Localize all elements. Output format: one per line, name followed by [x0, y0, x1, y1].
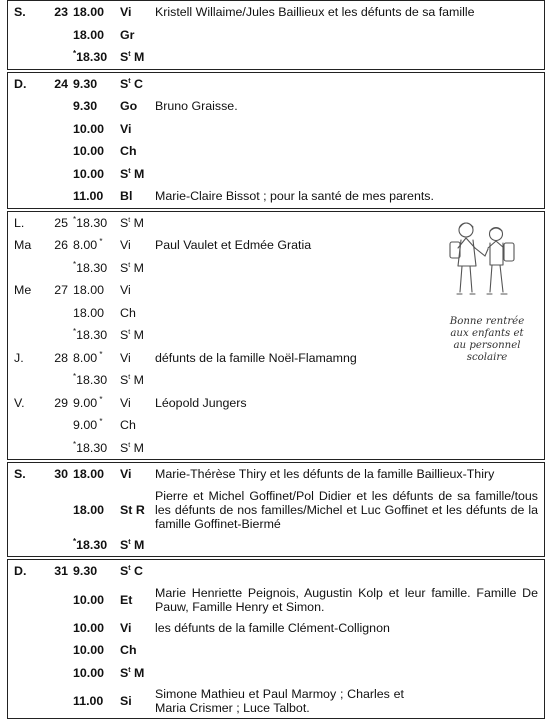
- day-number: 23: [54, 5, 68, 20]
- church-code: [120, 261, 155, 275]
- schedule-row: [8, 369, 544, 392]
- mass-time: [73, 167, 120, 181]
- day-number: 30: [54, 467, 68, 482]
- church-code: [120, 643, 155, 657]
- children-with-backpacks-icon: [432, 218, 542, 314]
- time-value: 18.30: [76, 537, 108, 552]
- asterisk-mark: *: [97, 237, 103, 247]
- mass-time: [73, 643, 120, 657]
- mass-time: [73, 593, 120, 607]
- schedule-row: [8, 639, 544, 662]
- church-code-text: Ch: [120, 305, 136, 320]
- asterisk-mark: *: [73, 214, 77, 224]
- mass-time: [73, 306, 120, 320]
- mass-time: [73, 28, 120, 42]
- church-code-text: S: [120, 373, 129, 388]
- church-code: [120, 351, 155, 365]
- mass-time: [73, 122, 120, 136]
- schedule-row: [8, 486, 544, 534]
- church-code-text: Vi: [120, 121, 132, 136]
- asterisk-mark: *: [73, 49, 77, 59]
- day-abbrev: Me: [14, 283, 32, 298]
- church-code: [120, 621, 155, 635]
- church-code-text: Vi: [120, 350, 131, 365]
- church-code-text: Vi: [120, 283, 131, 298]
- church-code: [120, 503, 155, 517]
- time-value: 18.30: [76, 215, 108, 230]
- caption-line: au personnel scolaire: [453, 340, 521, 363]
- schedule-section-sun24: [7, 72, 545, 209]
- church-code-text: M: [130, 50, 145, 65]
- schedule-row: [8, 437, 544, 460]
- day-abbrev: Ma: [14, 238, 32, 253]
- church-code-text: S: [120, 564, 129, 579]
- asterisk-mark: *: [73, 439, 77, 449]
- caption-line: aux enfants et: [450, 328, 524, 339]
- day-number: 27: [54, 283, 68, 298]
- church-code-text: Vi: [120, 238, 131, 253]
- mass-time: [73, 503, 120, 517]
- church-code-text: Ch: [120, 643, 137, 658]
- church-code-text: Gr: [120, 27, 135, 42]
- church-code: [120, 122, 155, 136]
- schedule-row: [8, 684, 544, 718]
- time-value: 8.00: [73, 350, 98, 365]
- mass-time: [73, 396, 120, 410]
- time-value: 9.00: [73, 395, 98, 410]
- intention-text: Léopold Jungers: [155, 395, 247, 410]
- church-code: [120, 99, 155, 113]
- church-code: [120, 167, 155, 181]
- church-code-sup: t: [128, 329, 131, 337]
- church-code-text: Go: [120, 99, 138, 114]
- day-number: 29: [54, 395, 68, 410]
- time-value: 18.30: [76, 328, 108, 343]
- time-value: 18.30: [76, 440, 108, 455]
- time-value: 11.00: [73, 189, 104, 204]
- day-abbrev: J.: [14, 350, 24, 365]
- time-value: 18.30: [76, 260, 108, 275]
- mass-time: [73, 373, 120, 387]
- mass-time: [73, 189, 120, 203]
- time-value: 10.00: [73, 592, 105, 607]
- church-code: [120, 467, 155, 481]
- church-code-text: Et: [120, 592, 133, 607]
- time-value: 18.00: [73, 5, 105, 20]
- mass-time: [73, 216, 120, 230]
- schedule-row: [8, 95, 544, 118]
- church-code-text: St R: [120, 502, 145, 517]
- church-code-text: M: [130, 440, 144, 455]
- day-abbrev: D.: [14, 76, 27, 91]
- time-value: 10.00: [73, 665, 105, 680]
- church-code: [120, 238, 155, 252]
- church-code-text: S: [120, 328, 129, 343]
- mass-time: [73, 99, 120, 113]
- church-code-text: Bl: [120, 189, 133, 204]
- mass-time: [73, 5, 120, 19]
- day-number: 24: [54, 76, 68, 91]
- church-code: [120, 373, 155, 387]
- church-code-text: Si: [120, 694, 132, 708]
- schedule-row: [8, 662, 544, 685]
- intention-text: les défunts de la famille Clément-Collignon: [155, 620, 390, 635]
- schedule-section-sat23: [7, 0, 545, 70]
- day-abbrev: D.: [14, 564, 27, 579]
- church-code: [120, 666, 155, 680]
- intention-text: Marie Henriette Peignois, Augustin Kolp et leur famille. Famille De Pauw, Famille Henry et Simon.: [155, 585, 538, 614]
- mass-time: [73, 564, 120, 578]
- mass-time: [73, 144, 120, 158]
- intention-text: défunts de la famille Noël-Flamamng: [155, 350, 357, 365]
- schedule-row: [8, 617, 544, 640]
- church-code-text: Vi: [120, 620, 132, 635]
- church-code: [120, 418, 155, 432]
- church-code-sup: t: [128, 374, 131, 382]
- church-code-sup: t: [128, 216, 131, 224]
- schedule-section-sun31: [7, 559, 545, 719]
- church-code-text: S: [120, 166, 129, 181]
- church-code-sup: t: [128, 167, 131, 175]
- time-value: 10.00: [73, 643, 105, 658]
- mass-time: [73, 77, 120, 91]
- church-code-sup: t: [128, 666, 131, 674]
- day-number: 28: [54, 350, 68, 365]
- church-code: [120, 216, 155, 230]
- church-code: [120, 538, 155, 552]
- time-value: 9.30: [73, 564, 98, 579]
- day-number: 25: [54, 215, 68, 230]
- church-code-text: Vi: [120, 395, 131, 410]
- time-value: 18.00: [73, 27, 105, 42]
- church-code-sup: t: [128, 565, 131, 573]
- asterisk-mark: *: [73, 259, 77, 269]
- church-code-text: S: [120, 260, 129, 275]
- back-to-school-illustration: [432, 218, 542, 363]
- schedule-row: [8, 534, 544, 557]
- mass-time: [73, 694, 120, 708]
- church-code-sup: t: [128, 538, 131, 546]
- intention-text: Marie-Claire Bissot ; pour la santé de mes parents.: [155, 189, 434, 204]
- church-code: [120, 144, 155, 158]
- asterisk-mark: *: [97, 394, 103, 404]
- illustration-caption: [432, 316, 542, 364]
- church-code: [120, 694, 155, 708]
- time-value: 10.00: [73, 121, 105, 136]
- time-value: 18.00: [73, 305, 105, 320]
- church-code-text: Vi: [120, 467, 132, 482]
- schedule-row: [8, 163, 544, 186]
- time-value: 18.00: [73, 467, 105, 482]
- church-code: [120, 306, 155, 320]
- mass-time: [73, 467, 120, 481]
- church-code-text: S: [120, 76, 129, 91]
- schedule-row: [8, 560, 544, 583]
- church-code-text: M: [130, 373, 144, 388]
- intention-text: Simone Mathieu et Paul Marmoy ; Charles et Maria Crismer ; Luce Talbot.: [155, 687, 404, 715]
- mass-time: [73, 418, 120, 432]
- mass-time: [73, 666, 120, 680]
- schedule-row: [8, 392, 544, 415]
- church-code-text: M: [130, 665, 145, 680]
- church-code-text: M: [130, 215, 144, 230]
- asterisk-mark: *: [97, 349, 103, 359]
- mass-time: [73, 538, 120, 552]
- mass-time: [73, 351, 120, 365]
- church-code-text: S: [120, 50, 129, 65]
- schedule-row: [8, 118, 544, 141]
- intention-text: Marie-Thérèse Thiry et les défunts de la famille Baillieux-Thiry: [155, 467, 495, 482]
- schedule-row: [8, 583, 544, 617]
- church-code-text: M: [130, 260, 144, 275]
- time-value: 18.00: [73, 502, 105, 517]
- time-value: 18.30: [76, 373, 108, 388]
- time-value: 10.00: [73, 144, 105, 159]
- asterisk-mark: *: [73, 372, 77, 382]
- intention-text: Pierre et Michel Goffinet/Pol Didier et les défunts de sa famille/tous les défunts de nos familles/Michel et Luc Goffinet et les défunts de la famille Goffinet-Biermé: [155, 488, 538, 531]
- church-code-text: Vi: [120, 5, 132, 20]
- intention-text: Bruno Graisse.: [155, 99, 238, 114]
- church-code-text: S: [120, 665, 129, 680]
- intention-text: Paul Vaulet et Edmée Gratia: [155, 238, 312, 253]
- day-number: 31: [54, 564, 68, 579]
- schedule-row: [8, 414, 544, 437]
- time-value: 9.00: [73, 418, 98, 433]
- church-code-text: Ch: [120, 144, 137, 159]
- asterisk-mark: *: [97, 417, 103, 427]
- mass-time: [73, 238, 120, 252]
- schedule-row: [8, 140, 544, 163]
- day-abbrev: S.: [14, 5, 26, 20]
- asterisk-mark: *: [73, 327, 77, 337]
- mass-time: [73, 261, 120, 275]
- mass-time: [73, 441, 120, 455]
- time-value: 11.00: [73, 694, 104, 708]
- schedule-row: [8, 24, 544, 47]
- church-code: [120, 50, 155, 64]
- mass-time: [73, 328, 120, 342]
- mass-time: [73, 283, 120, 297]
- intention-text: Kristell Willaime/Jules Baillieux et les défunts de sa famille: [155, 5, 475, 20]
- day-number: 26: [54, 238, 68, 253]
- church-code-text: M: [130, 537, 145, 552]
- church-code-sup: t: [128, 77, 131, 85]
- church-code: [120, 396, 155, 410]
- time-value: 10.00: [73, 620, 105, 635]
- church-code-text: M: [130, 328, 144, 343]
- church-code-text: Ch: [120, 418, 136, 433]
- church-code: [120, 5, 155, 19]
- church-code-text: S: [120, 440, 129, 455]
- mass-time: [73, 621, 120, 635]
- church-code: [120, 77, 155, 91]
- day-abbrev: V.: [14, 395, 25, 410]
- church-code-sup: t: [128, 51, 131, 59]
- schedule-row: [8, 1, 544, 24]
- day-abbrev: S.: [14, 467, 26, 482]
- church-code-text: M: [130, 166, 145, 181]
- church-code-text: C: [130, 76, 144, 91]
- church-code: [120, 441, 155, 455]
- church-code: [120, 328, 155, 342]
- asterisk-mark: *: [73, 536, 77, 546]
- schedule-row: [8, 73, 544, 96]
- church-code-text: S: [120, 537, 129, 552]
- church-code: [120, 593, 155, 607]
- mass-time: [73, 50, 120, 64]
- schedule-section-sat30: [7, 462, 545, 557]
- time-value: 9.30: [73, 99, 98, 114]
- schedule-row: [8, 185, 544, 208]
- church-code-sup: t: [128, 261, 131, 269]
- church-code-text: S: [120, 215, 129, 230]
- church-code: [120, 564, 155, 578]
- church-code: [120, 28, 155, 42]
- church-code: [120, 189, 155, 203]
- time-value: 9.30: [73, 76, 98, 91]
- church-code: [120, 283, 155, 297]
- schedule-row: [8, 46, 544, 69]
- day-abbrev: L.: [14, 215, 25, 230]
- schedule-row: [8, 463, 544, 486]
- time-value: 8.00: [73, 238, 98, 253]
- time-value: 10.00: [73, 166, 105, 181]
- time-value: 18.30: [76, 50, 108, 65]
- church-code-text: C: [130, 564, 144, 579]
- church-code-sup: t: [128, 441, 131, 449]
- time-value: 18.00: [73, 283, 105, 298]
- caption-line: Bonne rentrée: [449, 316, 525, 327]
